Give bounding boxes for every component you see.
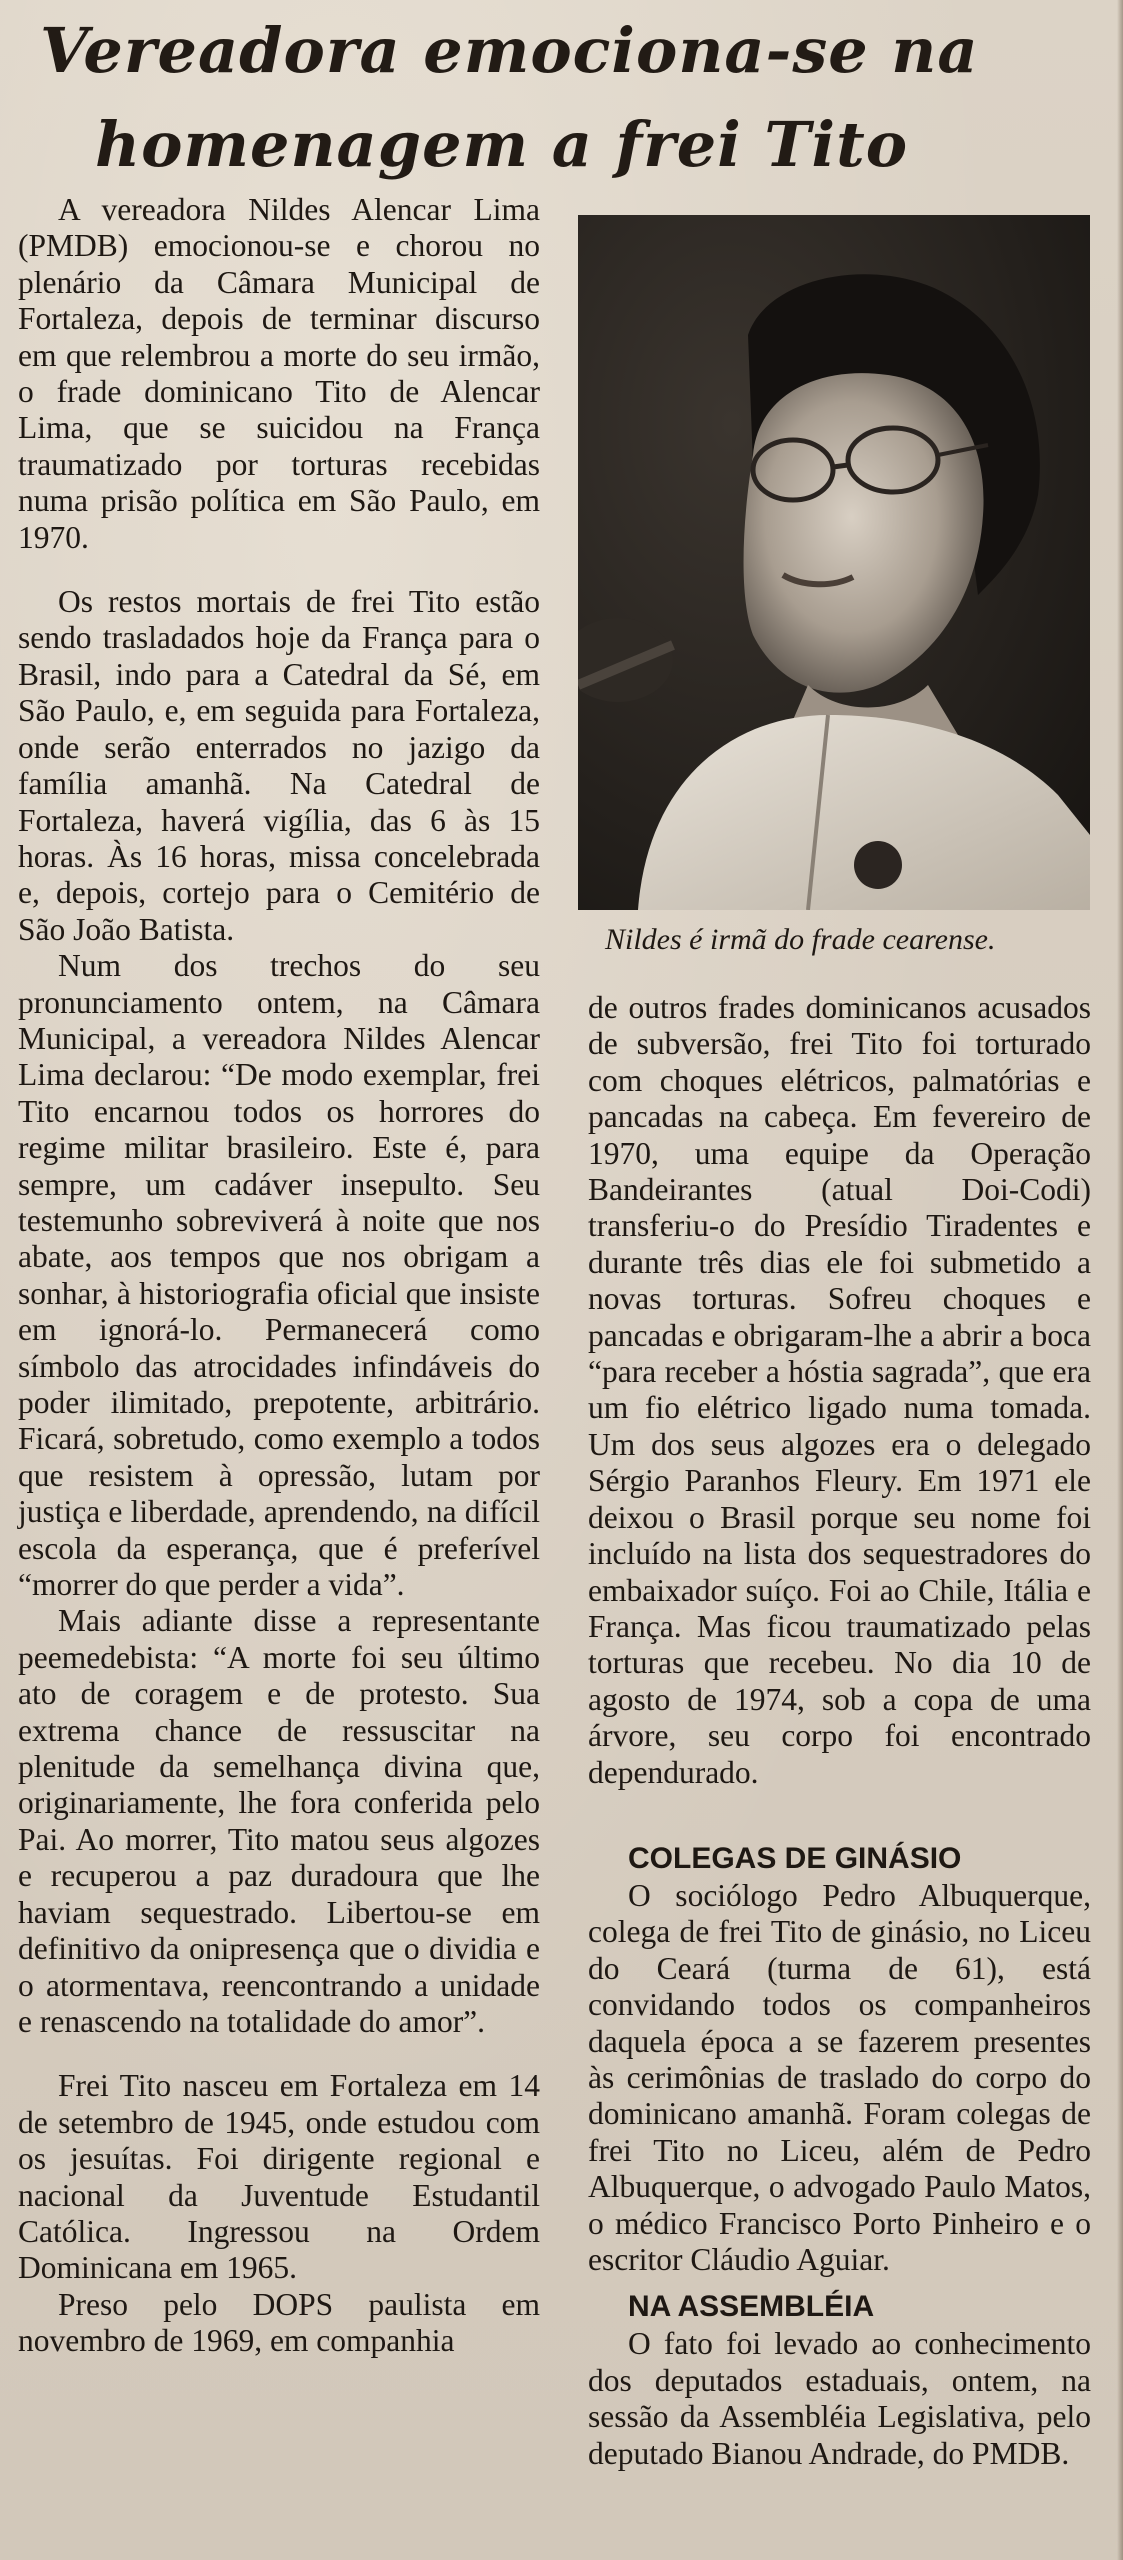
portrait-illustration (578, 215, 1090, 910)
subhead-colegas: COLEGAS DE GINÁSIO (628, 1842, 962, 1875)
paragraph-traslado: Os restos mortais de frei Tito estão sendo trasladados hoje da França para o Brasil, indo para a Catedral da Sé, em São Paulo, e, em seguida para Fortaleza, onde serão enterrados no jazigo da família amanhã. Na Catedral de Fortaleza, haverá vigília, das 6 às 15 horas. Às 16 horas, missa concelebrada e, depois, cortejo para o Cemitério de São João Batista. (18, 584, 540, 947)
paragraph-preso: Preso pelo DOPS paulista em novembro de 1969, em companhia (18, 2286, 540, 2359)
photo-caption: Nildes é irmã do frade cearense. (605, 923, 996, 956)
subhead-assembleia: NA ASSEMBLÉIA (628, 2290, 875, 2324)
paragraph-pronunciamento: Num dos trechos do seu pronunciamento ontem, na Câmara Municipal, a vereadora Nildes Alencar Lima declarou: “De modo exemplar, frei Tito encarnou todos os horrores do regime militar brasileiro. Este é, para sempre, um cadáver insepulto. Seu testemunho sobreviverá à noite que nos abate, aos tempos que nos obrigam a sonhar, à historiografia oficial que insiste em ignorá-lo. Permanecerá como símbolo das atrocidades infindáveis do poder ilimitado, prepotente, arbitrário. Ficará, sobretudo, como exemplo a todos que resistem à opressão, lutam por justiça e liberdade, aprendendo, na difícil escola da esperança, que é preferível “morrer do que perder a vida”. (18, 948, 540, 1603)
portrait-photo (578, 215, 1090, 910)
paragraph-mais-adiante: Mais adiante disse a representante peemedebista: “A morte foi seu último ato de coragem e de protesto. Sua extrema chance de ressuscitar na plenitude da semelhança divina que, originariamente, lhe fora conferida pelo Pai. Ao morrer, Tito matou seus algozes e recuperou a paz duradoura que lhe haviam sequestrado. Libertou-se em definitivo da onipresença que o dividia e o atormentava, reencontrando a unidade e renascendo na totalidade do amor”. (18, 1603, 540, 2039)
right-column-bottom (588, 1840, 1091, 2472)
right-column-top (588, 990, 1091, 1791)
paragraph-assembleia: O fato foi levado ao conhecimento dos deputados estaduais, ontem, na sessão da Assembléia Legislativa, pelo deputado Bianou Andrade, do PMDB. (588, 2326, 1091, 2471)
paragraph-intro: A vereadora Nildes Alencar Lima (PMDB) emocionou-se e chorou no plenário da Câmara Municipal de Fortaleza, depois de terminar discurso em que relembrou a morte do seu irmão, o frade dominicano Tito de Alencar Lima, que se suicidou na França traumatizado por torturas recebidas numa prisão política em São Paulo, em 1970. (18, 192, 540, 555)
left-column (18, 192, 540, 2360)
paragraph-colegas: O sociólogo Pedro Albuquerque, colega de frei Tito de ginásio, no Liceu do Ceará (turma de 61), está convidando todos os companheiros daquela época a se fazerem presentes às cerimônias de traslado do corpo do dominicano amanhã. Foram colegas de frei Tito no Liceu, além de Pedro Albuquerque, o advogado Paulo Matos, o médico Francisco Porto Pinheiro e o escritor Cláudio Aguiar. (588, 1878, 1091, 2278)
paragraph-biografia: Frei Tito nasceu em Fortaleza em 14 de setembro de 1945, onde estudou com os jesuítas. Foi dirigente regional e nacional da Juventude Estudantil Católica. Ingressou na Ordem Dominicana em 1965. (18, 2068, 540, 2286)
paper-edge-shadow (1117, 0, 1123, 2560)
headline-line-1: Vereadora emociona-se na (40, 14, 979, 87)
headline-line-2: homenagem a frei Tito (95, 108, 909, 181)
paragraph-tortura: de outros frades dominicanos acusados de subversão, frei Tito foi torturado com choques elétricos, palmatórias e pancadas na cabeça. Em fevereiro de 1970, uma equipe da Operação Bandeirantes (atual Doi-Codi) transferiu-o do Presídio Tiradentes e durante três dias ele foi submetido a novas torturas. Sofreu choques e pancadas e obrigaram-lhe a abrir a boca “para receber a hóstia sagrada”, que era um fio elétrico ligado numa tomada. Um dos seus algozes era o delegado Sérgio Paranhos Fleury. Em 1971 ele deixou o Brasil porque seu nome foi incluído na lista dos sequestradores do embaixador suíço. Foi ao Chile, Itália e França. Mas ficou traumatizado pelas torturas que recebeu. No dia 10 de agosto de 1974, sob a copa de uma árvore, seu corpo foi encontrado dependurado. (588, 990, 1091, 1790)
